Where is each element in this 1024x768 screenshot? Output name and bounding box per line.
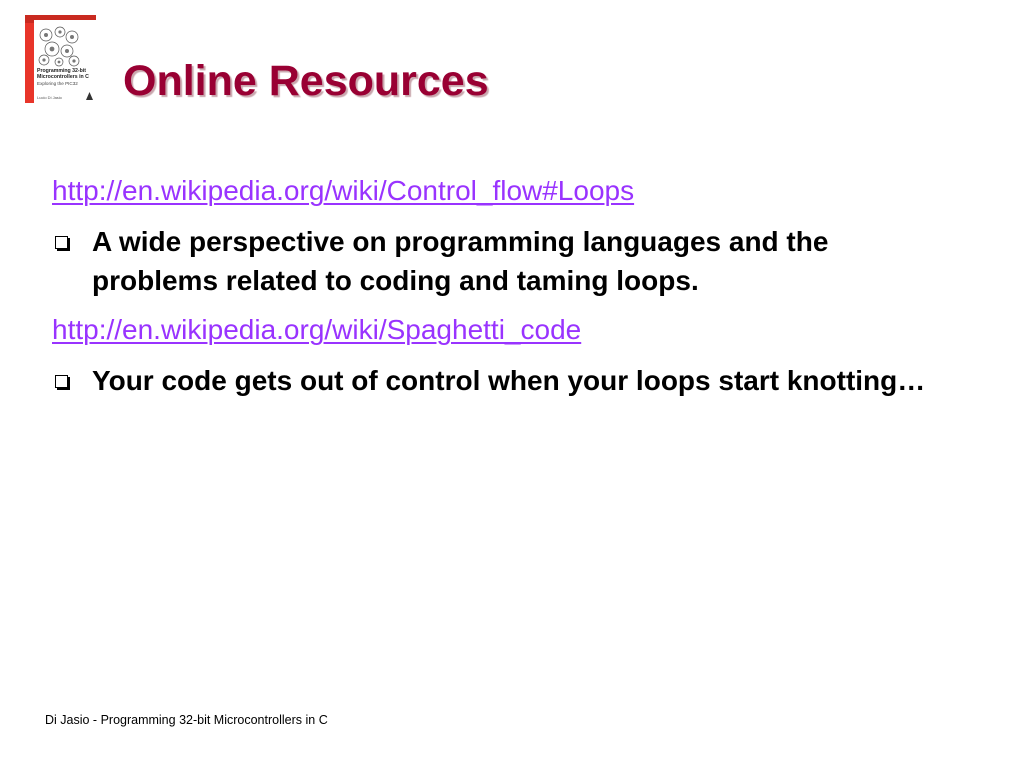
publisher-logo-icon (86, 92, 93, 100)
square-bullet-icon (55, 375, 68, 388)
control-flow-link[interactable]: http://en.wikipedia.org/wiki/Control_flow#Loops (52, 175, 635, 206)
bullet-text: Your code gets out of control when your loops start knotting… (92, 365, 926, 396)
slide-title: Online Resources (123, 57, 489, 105)
cover-author: Lucio Di Jasio (37, 95, 62, 100)
cover-subtitle: Exploring the PIC32 (37, 81, 78, 86)
spaghetti-code-link[interactable]: http://en.wikipedia.org/wiki/Spaghetti_code (52, 314, 582, 345)
cover-title: Programming 32-bit Microcontrollers in C (37, 68, 89, 80)
bullet-text: A wide perspective on programming languages and the problems related to coding and taming loops. (92, 226, 829, 296)
book-cover-image (25, 15, 96, 103)
slide-footer: Di Jasio - Programming 32-bit Microcontrollers in C (45, 713, 328, 727)
square-bullet-icon (55, 236, 68, 249)
cover-artwork (34, 23, 82, 69)
